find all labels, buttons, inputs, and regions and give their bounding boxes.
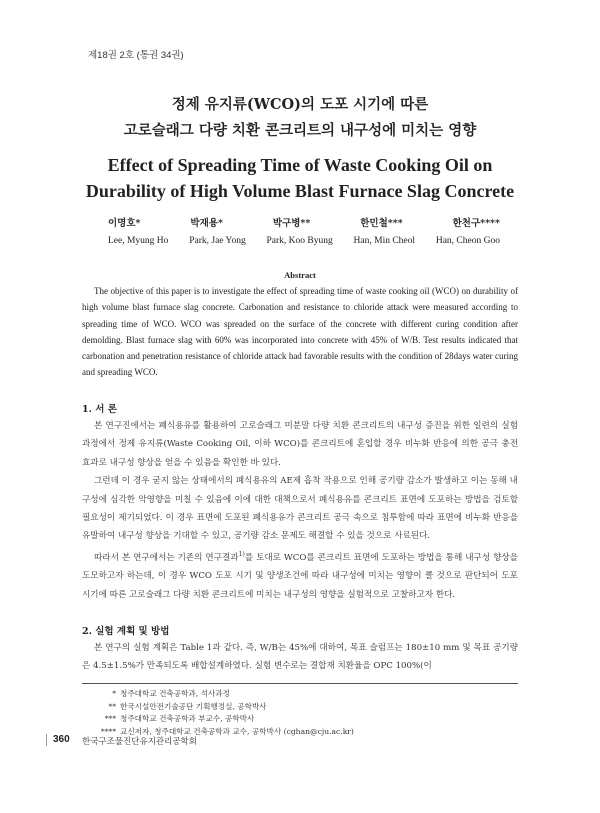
footnotes <box>82 688 354 738</box>
abstract-paragraph: The objective of this paper is to investigate the effect of spreading time of waste cooking oil (WCO) on durability of high volume blast furnace slag concrete. Carbonation and resistance to chloride attack were measured according to spreading time of WCO. WCO was spreaded on the surface of the concrete with different curing condition after demolding. Blast furnace slag with 60% was incorporated into concrete with 45% of W/B. Test results indicated that carbonation and penetration resistance of chloride attack had favorable results with the condition of 28days water curing and spreading WCO. <box>82 286 518 378</box>
author-en: Lee, Myung Ho <box>108 236 169 246</box>
footnote <box>82 701 354 714</box>
author-ko: 박구병** <box>272 218 311 229</box>
author-en: Han, Min Cheol <box>353 236 416 246</box>
issue-header: 제18권 2호 (통권 34권) <box>88 50 184 61</box>
paragraph-text: 따라서 본 연구에서는 기존의 연구결과 <box>94 552 239 563</box>
journal-name: 한국구조물진단유지관리공학회 <box>82 736 197 746</box>
abstract-text <box>82 283 518 381</box>
author-en: Park, Jae Yong <box>189 236 246 246</box>
footnote-divider <box>82 683 518 684</box>
footer-divider <box>46 734 47 746</box>
section-body-methods <box>82 639 518 676</box>
footnote <box>82 688 354 701</box>
paragraph: 본 연구의 실험 계획은 Table 1과 같다. 즉, W/B는 45%에 대하여, 목표 슬럼프는 180±10 mm 및 목표 공기량은 4.5±1.5%가 만족되도록 배합설계하였다. 실험 변수로는 결합재 치환율을 OPC 100%(이 <box>82 643 518 672</box>
author-en: Han, Cheon Goo <box>435 236 500 246</box>
author-ko: 한천구**** <box>452 218 500 229</box>
footnote-mark: **** <box>100 726 116 736</box>
author-en: Park, Koo Byung <box>266 236 333 246</box>
citation-reference: 1) <box>238 550 245 558</box>
paragraph-text: 를 토대로 WCO를 콘크리트 표면에 도포하는 방법을 통해 내구성 향상을 도모하고자 하는데, 이 경우 WCO 도포 시기 및 양생조건에 따라 내구성에 미치는 영향이 클 것으로 판단되어 도포 시기에 따른 고로슬래그 다량 치환 콘크리트에 미치는 내구성의 영향을 실험적으로 고찰하고자 한다. <box>82 552 518 600</box>
page-number: 360 <box>53 734 70 745</box>
section-body-introduction <box>82 417 518 604</box>
footnote-text: 청주대학교 건축공학과 부교수, 공학박사 <box>120 714 255 723</box>
footnote-text: 청주대학교 건축공학과, 석사과정 <box>120 689 230 698</box>
author-ko: 박재용* <box>190 218 223 229</box>
footnote-mark: * <box>112 689 116 698</box>
abstract-heading: Abstract <box>284 270 316 280</box>
footnote-mark: *** <box>104 714 116 723</box>
author-names-english <box>108 236 500 246</box>
paragraph: 그런데 이 경우 굳지 않는 상태에서의 폐식용유의 AE제 흡착 작용으로 인해 공기량 감소가 발생하고 이는 동해 내구성에 심각한 악영향을 미칠 수 있음에 이에 대한 대책으로서 폐식용유를 콘크리트 표면에 도포하는 방법을 검토할 필요성이 제기되었다. 이 경우 표면에 도포된 폐식용유가 콘크리트 공극 속으로 침투함에 따라 표면에 비누화 반응을 유발하여 내구성 향상을 기대할 수 있고, 공기량 감소 문제도 해결할 수 있을 것으로 사료된다. <box>82 476 518 542</box>
author-ko: 한민철*** <box>360 218 403 229</box>
author-ko: 이명호* <box>108 218 141 229</box>
paragraph <box>82 546 518 604</box>
title-english-line2: Durability of High Volume Blast Furnace Slag Concrete <box>85 181 515 201</box>
author-names-korean <box>108 215 500 229</box>
footnote-text: 한국시설안전기술공단 기획행정실, 공학박사 <box>120 701 267 711</box>
section-heading-introduction: 1. 서 론 <box>82 404 117 415</box>
title-english-line1: Effect of Spreading Time of Waste Cooking Oil on <box>107 155 493 175</box>
title-korean-line1: 정제 유지류(WCO)의 도포 시기에 따른 <box>171 96 429 113</box>
footnote <box>82 713 354 726</box>
paragraph: 본 연구진에서는 폐식용유를 활용하여 고로슬래그 미분말 다량 치환 콘크리트의 내구성 증진을 위한 일련의 실험 과정에서 정제 유지류(Waste Cooking Oil, 이하 WCO)를 콘크리트에 혼입할 경우 비누화 반응에 의한 공극 충전 효과로 내구성 향상을 얻을 수 있음을 확인한 바 있다. <box>82 421 518 468</box>
section-heading-methods: 2. 실험 계획 및 방법 <box>82 626 170 637</box>
footnote-mark: ** <box>108 701 116 711</box>
footnote-text: 교신저자, 청주대학교 건축공학과 교수, 공학박사 (cghan@cju.ac.kr) <box>120 726 354 736</box>
title-korean-line2: 고로슬래그 다량 치환 콘크리트의 내구성에 미치는 영향 <box>123 122 477 139</box>
